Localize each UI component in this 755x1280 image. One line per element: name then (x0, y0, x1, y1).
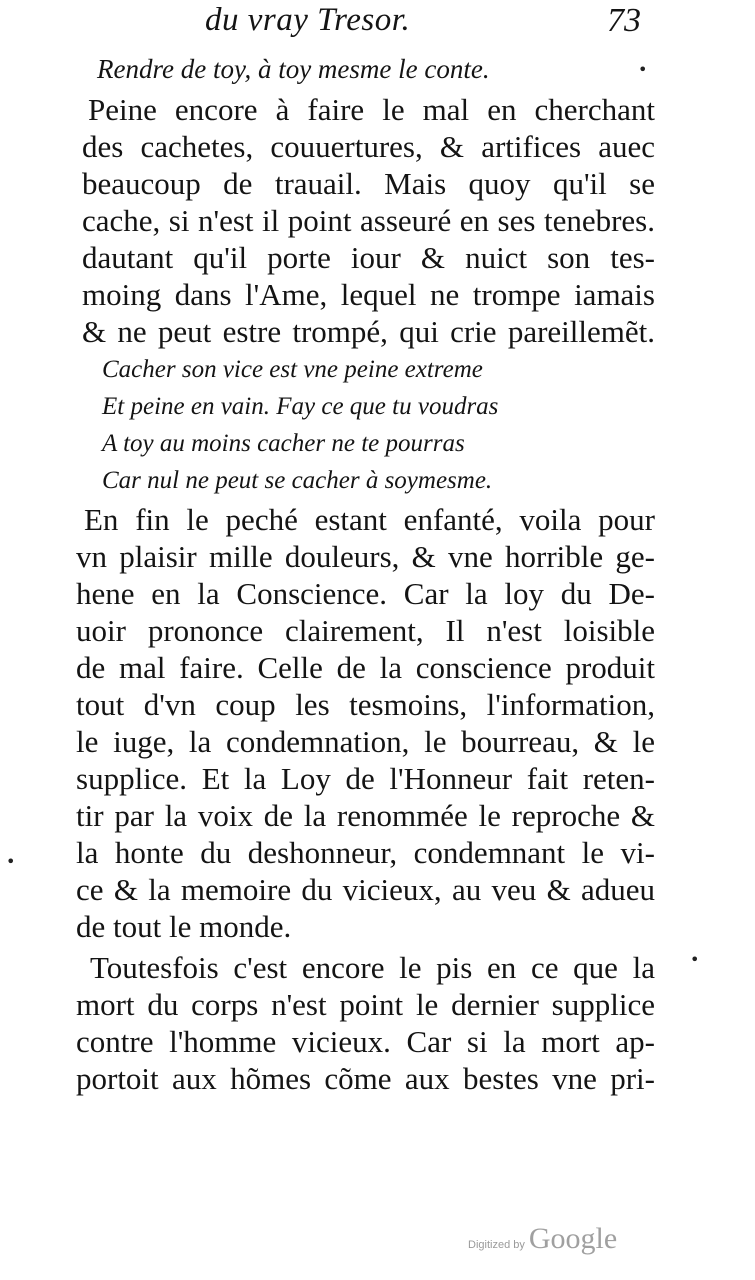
digitized-by-label: Digitized by (468, 1239, 525, 1251)
ink-speck: • (6, 852, 16, 871)
ink-speck: • (638, 60, 648, 79)
verse-line: A toy au moins cacher ne te pourras (102, 430, 465, 457)
text-line: vn plaisir mille douleurs, & vne horrible ge- (76, 539, 655, 574)
text-line: uoir prononce clairement, Il n'est loisible (76, 613, 655, 648)
text-line: Toutesfois c'est encore le pis en ce que la (90, 950, 655, 985)
text-line: de tout le monde. (76, 909, 292, 944)
text-line: Peine encore à faire le mal en cherchant (88, 92, 655, 127)
running-title: du vray Tresor. (205, 2, 411, 38)
text-line: de mal faire. Celle de la conscience produit (76, 650, 655, 685)
text-line: dautant qu'il porte iour & nuict son tes- (82, 240, 655, 275)
text-line: le iuge, la condemnation, le bourreau, & le (76, 724, 655, 759)
verse-line: Et peine en vain. Fay ce que tu voudras (102, 393, 499, 420)
text-line: En fin le peché estant enfanté, voila pour (84, 502, 655, 537)
text-line: ce & la memoire du vicieux, au veu & adueu (76, 872, 655, 907)
text-line: portoit aux hõmes cõme aux bestes vne pri- (76, 1061, 655, 1096)
text-line: la honte du deshonneur, condemnant le vi- (76, 835, 655, 870)
text-line: & ne peut estre trompé, qui crie pareillemẽt. (82, 314, 655, 349)
text-line: moing dans l'Ame, lequel ne trompe iamais (82, 277, 655, 312)
text-line: tout d'vn coup les tesmoins, l'information, (76, 687, 655, 722)
text-line: cache, si n'est il point asseuré en ses tenebres. (82, 203, 655, 238)
text-line: tir par la voix de la renommée le reproche & (76, 798, 655, 833)
google-logo: Google (528, 1222, 618, 1255)
text-line: contre l'homme vicieux. Car si la mort ap- (76, 1024, 655, 1059)
page-number: 73 (607, 2, 641, 39)
text-line: hene en la Conscience. Car la loy du De- (76, 576, 655, 611)
text-line: supplice. Et la Loy de l'Honneur fait reten- (76, 761, 655, 796)
digitized-watermark (468, 1222, 617, 1256)
text-line: des cachetes, couuertures, & artifices auec (82, 129, 655, 164)
verse-line: Cacher son vice est vne peine extreme (102, 356, 483, 383)
verse-line: Car nul ne peut se cacher à soymesme. (102, 467, 493, 494)
text-line: mort du corps n'est point le dernier supplice (76, 987, 655, 1022)
text-line: beaucoup de trauail. Mais quoy qu'il se (82, 166, 655, 201)
ink-speck: • (690, 950, 700, 969)
continued-verse-line: Rendre de toy, à toy mesme le conte. (97, 54, 490, 84)
